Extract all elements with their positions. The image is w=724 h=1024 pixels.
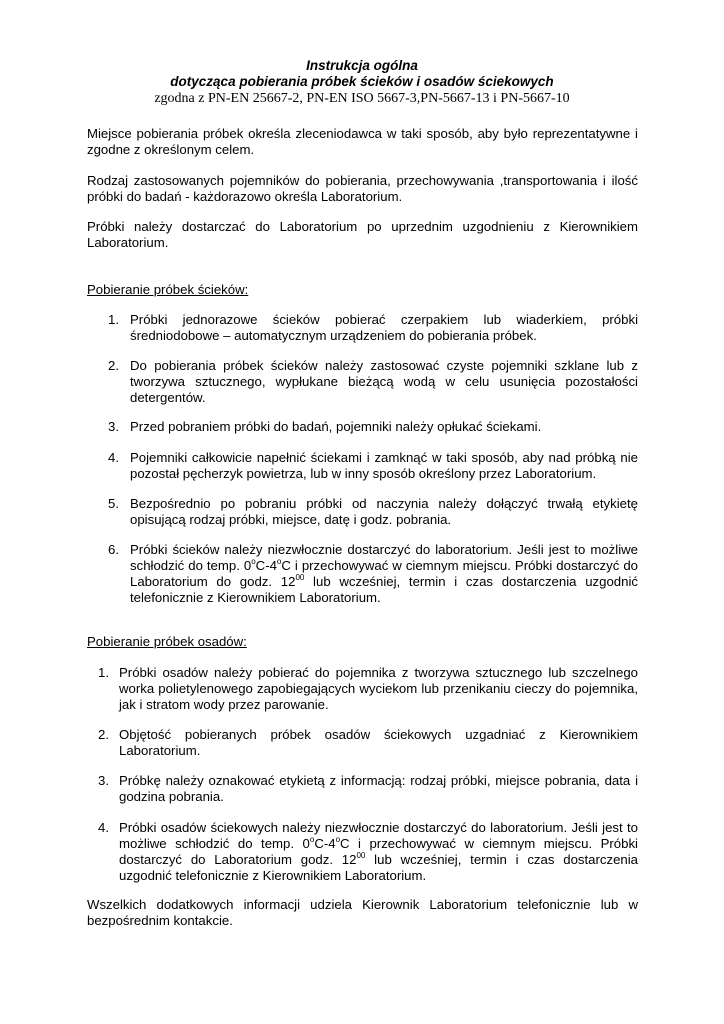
list-item-text: Przed pobraniem próbki do badań, pojemniki należy opłukać ściekami. [130, 419, 542, 434]
standards-reference: zgodna z PN-EN 25667-2, PN-EN ISO 5667-3,PN-5667-13 i PN-5667-10 [154, 91, 570, 106]
intro-paragraph-2: Rodzaj zastosowanych pojemników do pobierania, przechowywania ,transportowania i ilość próbki do badań - każdorazowo określa Laboratorium. [87, 173, 638, 204]
intro-paragraph-3: Próbki należy dostarczać do Laboratorium po uprzednim uzgodnieniu z Kierownikiem Laboratorium. [87, 219, 638, 250]
list-item-number: 4. [98, 820, 109, 835]
list-item-text: Próbki jednorazowe ścieków pobierać czerpakiem lub wiaderkiem, próbki średniodobowe – automatycznym urządzeniem do pobierania próbek. [130, 312, 638, 343]
list-item-text: Próbki osadów ściekowych należy niezwłocznie dostarczyć do laboratorium. Jeśli jest to możliwe schłodzić do temp. 0$^o$C-4$^o$C i przechowywać w ciemnym miejscu. Próbki dostarczyć do Laboratorium godz. $12^{00}$ lub wcześniej, termin i czas dostarczenia uzgodnić telefonicznie z Kierownikiem Laboratorium. [119, 820, 639, 883]
list-item-number: 6. [108, 542, 119, 557]
list-item-number: 1. [108, 312, 119, 327]
list-item-text: Do pobierania próbek ścieków należy zastosować czyste pojemniki szklane lub z tworzywa sztucznego, wypłukane bieżącą wodą w celu usunięcia pozostałości detergentów. [130, 358, 638, 405]
section-heading-wastewater: Pobieranie próbek ścieków: [87, 282, 249, 297]
list-item-number: 4. [108, 450, 119, 465]
list-item-number: 3. [108, 419, 119, 434]
list-item-number: 2. [108, 358, 119, 373]
list-item-number: 5. [108, 496, 119, 511]
document-header [0, 58, 724, 107]
document-subtitle: dotycząca pobierania próbek ścieków i osadów ściekowych [170, 74, 554, 89]
list-item-text: Próbki ścieków należy niezwłocznie dostarczyć do laboratorium. Jeśli jest to możliwe schłodzić do temp. 0$^o$C-4$^o$C i przechowywać w ciemnym miejscu. Próbki dostarczyć do Laboratorium do godz. $12^{00}$ lub wcześniej, termin i czas dostarczenia uzgodnić telefonicznie z Kierownikiem Laboratorium. [130, 542, 638, 605]
list-item-number: 3. [98, 773, 109, 788]
section-heading-sludge: Pobieranie próbek osadów: [87, 634, 247, 649]
list-item-text: Objętość pobieranych próbek osadów ściekowych uzgadniać z Kierownikiem Laboratorium. [119, 727, 638, 758]
document-title: Instrukcja ogólna [306, 58, 418, 73]
list-item-text: Próbki osadów należy pobierać do pojemnika z tworzywa sztucznego lub szczelnego worka polietylenowego zapobiegających wyciekom lub przenikaniu cieczy do pojemnika, jak i stratom wody przez parowanie. [119, 665, 638, 712]
list-item-number: 2. [98, 727, 109, 742]
intro-paragraph-1: Miejsce pobierania próbek określa zleceniodawca w taki sposób, aby było reprezentatywne i zgodne z określonym celem. [87, 126, 638, 157]
list-item-text: Pojemniki całkowicie napełnić ściekami i zamknąć w taki sposób, aby nad próbką nie pozostał pęcherzyk powietrza, lub w inny sposób określony przez Laboratorium. [130, 450, 638, 481]
closing-paragraph: Wszelkich dodatkowych informacji udziela Kierownik Laboratorium telefonicznie lub w bezpośrednim kontakcie. [87, 897, 638, 928]
list-item-text: Próbkę należy oznakować etykietą z informacją: rodzaj próbki, miejsce pobrania, data i godzina pobrania. [119, 773, 638, 804]
list-item-number: 1. [98, 665, 109, 680]
list-item-text: Bezpośrednio po pobraniu próbki od naczynia należy dołączyć trwałą etykietę opisującą rodzaj próbki, miejsce, datę i godz. pobrania. [130, 496, 638, 527]
